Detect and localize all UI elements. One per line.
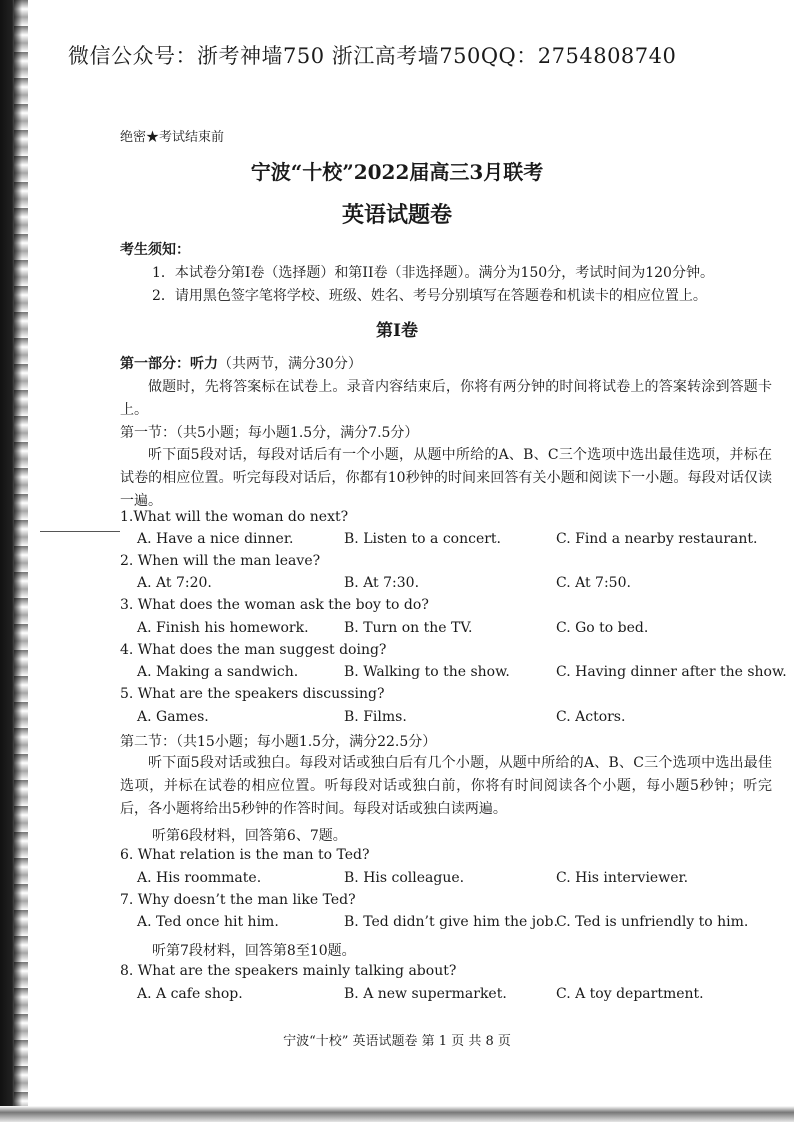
question-1: 1.What will the woman do next? xyxy=(120,509,349,525)
question-6-option-b: B. His colleague. xyxy=(344,870,465,886)
question-6-option-c: C. His interviewer. xyxy=(556,870,689,886)
question-1-option-a: A. Have a nice dinner. xyxy=(137,531,294,547)
question-5-option-a: A. Games. xyxy=(137,709,209,725)
notice-item-1: 1．本试卷分第I卷（选择题）和第II卷（非选择题）。满分为150分，考试时间为120分钟。 xyxy=(152,265,714,281)
margin-mark xyxy=(40,531,120,532)
part1-heading-line xyxy=(120,353,362,373)
question-5-option-c: C. Actors. xyxy=(556,709,626,725)
question-6: 6. What relation is the man to Ted? xyxy=(120,847,370,863)
question-5-option-b: B. Films. xyxy=(344,709,407,725)
question-1-option-b: B. Listen to a concert. xyxy=(344,531,502,547)
section1-heading: 第一节：（共5小题；每小题1.5分，满分7.5分） xyxy=(120,425,419,441)
question-7-option-c: C. Ted is unfriendly to him. xyxy=(556,914,749,930)
question-2: 2. When will the man leave? xyxy=(120,553,321,569)
paper-title: 英语试题卷 xyxy=(341,202,452,228)
question-8-option-a: A. A cafe shop. xyxy=(137,986,243,1002)
exam-title: 宁波“十校”2022届高三3月联考 xyxy=(250,160,544,184)
question-2-option-c: C. At 7:50. xyxy=(556,575,631,591)
section2-heading: 第二节：（共15小题；每小题1.5分，满分22.5分） xyxy=(120,734,437,750)
material-6-note: 听第6段材料，回答第6、7题。 xyxy=(152,828,347,844)
question-5: 5. What are the speakers discussing? xyxy=(120,686,385,702)
question-3-option-a: A. Finish his homework. xyxy=(137,620,309,636)
question-7-option-b: B. Ted didn’t give him the job. xyxy=(344,914,558,930)
question-8: 8. What are the speakers mainly talking about? xyxy=(120,963,457,979)
section2-instructions: 听下面5段对话或独白。每段对话或独白后有几个小题，从题中所给的A、B、C三个选项中选出最佳选项，并标在试卷的相应位置。听每段对话或独白前，你将有时间阅读各个小题，每小题5秒钟；听完后，各小题将给出5秒钟的作答时间。每段对话或独白读两遍。 xyxy=(120,755,772,817)
question-2-option-b: B. At 7:30. xyxy=(344,575,420,591)
notice-heading: 考生须知： xyxy=(120,242,190,258)
notice-item-2: 2．请用黑色签字笔将学校、班级、姓名、考号分别填写在答题卷和机读卡的相应位置上。 xyxy=(152,288,707,304)
scan-edge-bottom xyxy=(0,1106,794,1122)
question-7: 7. Why doesn’t the man like Ted? xyxy=(120,892,356,908)
material-7-note: 听第7段材料，回答第8至10题。 xyxy=(152,943,356,959)
question-3-option-b: B. Turn on the TV. xyxy=(344,620,473,636)
question-4-option-c: C. Having dinner after the show. xyxy=(556,664,787,680)
page-footer: 宁波“十校” 英语试题卷 第 1 页 共 8 页 xyxy=(283,1034,511,1049)
question-6-option-a: A. His roommate. xyxy=(137,870,262,886)
question-2-option-a: A. At 7:20. xyxy=(137,575,212,591)
question-4: 4. What does the man suggest doing? xyxy=(120,642,387,658)
question-1-option-c: C. Find a nearby restaurant. xyxy=(556,531,758,547)
question-8-option-c: C. A toy department. xyxy=(556,986,704,1002)
confidential-label: 绝密★考试结束前 xyxy=(120,130,225,145)
question-4-option-a: A. Making a sandwich. xyxy=(137,664,299,680)
question-3-option-c: C. Go to bed. xyxy=(556,620,649,636)
question-3: 3. What does the woman ask the boy to do? xyxy=(120,597,429,613)
part1-heading: 第一部分：听力 xyxy=(120,356,218,372)
part1-instructions: 做题时，先将答案标在试卷上。录音内容结束后，你将有两分钟的时间将试卷上的答案转涂到答题卡上。 xyxy=(120,379,772,418)
volume-title: 第I卷 xyxy=(376,321,418,341)
question-7-option-a: A. Ted once hit him. xyxy=(137,914,279,930)
question-8-option-b: B. A new supermarket. xyxy=(344,986,507,1002)
part1-heading-note: （共两节，满分30分） xyxy=(218,356,362,372)
watermark-text: 微信公众号：浙考神墙750 浙江高考墙750QQ：2754808740 xyxy=(68,44,677,68)
section1-instructions: 听下面5段对话，每段对话后有一个小题，从题中所给的A、B、C三个选项中选出最佳选项，并标在试卷的相应位置。听完每段对话后，你都有10秒钟的时间来回答有关小题和阅读下一小题。每段对话仅读一遍。 xyxy=(120,447,772,509)
question-4-option-b: B. Walking to the show. xyxy=(344,664,510,680)
